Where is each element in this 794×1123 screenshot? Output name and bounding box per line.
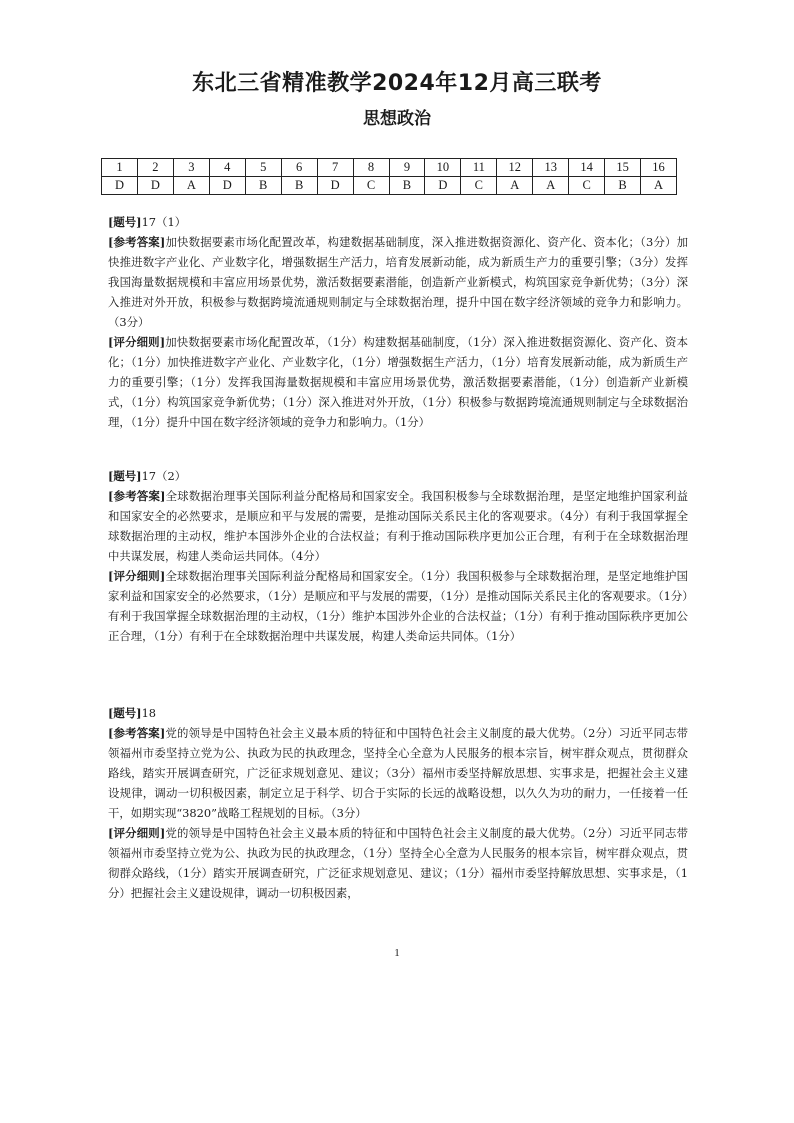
answer-cell: D xyxy=(209,177,245,195)
question-number-cell: 7 xyxy=(317,159,353,177)
question-number-cell: 8 xyxy=(353,159,389,177)
answer-cell: D xyxy=(102,177,138,195)
page-title: 东北三省精准教学2024年12月高三联考 xyxy=(192,71,602,96)
question-number-cell: 16 xyxy=(641,159,677,177)
page-number: 1 xyxy=(394,947,400,959)
answer-cell: C xyxy=(461,177,497,195)
question-number-cell: 3 xyxy=(173,159,209,177)
answer-cell: A xyxy=(497,177,533,195)
question-number-cell: 10 xyxy=(425,159,461,177)
question-label xyxy=(108,703,688,723)
question-label-tag: [题号] xyxy=(108,706,142,720)
question-18-section xyxy=(108,703,688,903)
scoring-rules-text: 加快数据要素市场化配置改革，（1分）构建数据基础制度，（1分）深入推进数据资源化、资产化、资本化；（1分）加快推进数字产业化、产业数字化，（1分）增强数据生产活力，（1分）培育发展新动能，成为新质生产力的重要引擎；（1分）发挥我国海量数据规模和丰富应用场景优势，激活数据要素潜能，（1分）创造新产业新模式，（1分）构筑国家竞争新优势；（1分）深入推进对外开放，（1分）积极参与数据跨境流通规则制定与全球数据治理，（1分）提升中国在数字经济领域的竞争力和影响力。（1分） xyxy=(108,335,688,429)
answer-cell: B xyxy=(245,177,281,195)
answer-row xyxy=(102,177,677,195)
reference-answer-tag: [参考答案] xyxy=(108,726,166,740)
question-number-cell: 1 xyxy=(102,159,138,177)
reference-answer-tag: [参考答案] xyxy=(108,235,166,249)
reference-answer-text: 全球数据治理事关国际利益分配格局和国家安全。我国积极参与全球数据治理，是坚定地维护国家利益和国家安全的必然要求，是顺应和平与发展的需要，是推动国际关系民主化的客观要求。（4分）有利于我国掌握全球数据治理的主动权，维护本国涉外企业的合法权益；有利于推动国际秩序更加公正合理，有利于在全球数据治理中共谋发展，构建人类命运共同体。（4分） xyxy=(108,489,688,563)
reference-answer xyxy=(108,486,688,566)
scoring-rules-tag: [评分细则] xyxy=(108,335,166,349)
question-number: 17（1） xyxy=(141,215,187,229)
question-17-1-section xyxy=(108,212,688,432)
question-number-row xyxy=(102,159,677,177)
scoring-rules xyxy=(108,332,688,432)
question-number-cell: 4 xyxy=(209,159,245,177)
answer-cell: A xyxy=(533,177,569,195)
answer-cell: C xyxy=(569,177,605,195)
reference-answer xyxy=(108,723,688,823)
scoring-rules-tag: [评分细则] xyxy=(108,569,166,583)
answer-cell: A xyxy=(173,177,209,195)
answer-cell: B xyxy=(605,177,641,195)
subject-title: 思想政治 xyxy=(363,109,431,129)
question-number-cell: 15 xyxy=(605,159,641,177)
question-label-tag: [题号] xyxy=(108,215,142,229)
scoring-rules-text: 党的领导是中国特色社会主义最本质的特征和中国特色社会主义制度的最大优势。（2分）习近平同志带领福州市委坚持立党为公、执政为民的执政理念，（1分）坚持全心全意为人民服务的根本宗旨，树牢群众观点，贯彻群众路线，（1分）踏实开展调查研究，广泛征求规划意见、建议；（1分）福州市委坚持解放思想、实事求是，（1分）把握社会主义建设规律，调动一切积极因素， xyxy=(108,826,688,900)
answer-key-table xyxy=(101,158,677,195)
question-number-cell: 13 xyxy=(533,159,569,177)
question-17-2-section xyxy=(108,466,688,646)
question-number: 18 xyxy=(141,706,157,720)
question-number-cell: 14 xyxy=(569,159,605,177)
scoring-rules xyxy=(108,823,688,903)
question-number-cell: 6 xyxy=(281,159,317,177)
question-number-cell: 12 xyxy=(497,159,533,177)
scoring-rules-tag: [评分细则] xyxy=(108,826,166,840)
scoring-rules-text: 全球数据治理事关国际利益分配格局和国家安全。（1分）我国积极参与全球数据治理，是坚定地维护国家利益和国家安全的必然要求，（1分）是顺应和平与发展的需要，（1分）是推动国际关系民主化的客观要求。（1分）有利于我国掌握全球数据治理的主动权，（1分）维护本国涉外企业的合法权益；（1分）有利于推动国际秩序更加公正合理，（1分）有利于在全球数据治理中共谋发展，构建人类命运共同体。（1分） xyxy=(108,569,688,643)
reference-answer-text: 加快数据要素市场化配置改革，构建数据基础制度，深入推进数据资源化、资产化、资本化；（3分）加快推进数字产业化、产业数字化，增强数据生产活力，培育发展新动能，成为新质生产力的重要引擎；（3分）发挥我国海量数据规模和丰富应用场景优势，激活数据要素潜能，创造新产业新模式，构筑国家竞争新优势；（3分）深入推进对外开放，积极参与数据跨境流通规则制定与全球数据治理，提升中国在数字经济领域的竞争力和影响力。（3分） xyxy=(108,235,688,329)
question-label xyxy=(108,212,688,232)
answer-cell: B xyxy=(281,177,317,195)
question-number-cell: 2 xyxy=(137,159,173,177)
reference-answer-text: 党的领导是中国特色社会主义最本质的特征和中国特色社会主义制度的最大优势。（2分）习近平同志带领福州市委坚持立党为公、执政为民的执政理念，坚持全心全意为人民服务的根本宗旨，树牢群众观点，贯彻群众路线，踏实开展调查研究，广泛征求规划意见、建议；（3分）福州市委坚持解放思想、实事求是，把握社会主义建设规律，调动一切积极因素，制定立足于科学、切合于实际的长远的战略设想，以久久为功的耐力，一任接着一任干，如期实现“3820”战略工程规划的目标。（3分） xyxy=(108,726,688,820)
question-number-cell: 11 xyxy=(461,159,497,177)
question-label xyxy=(108,466,688,486)
question-label-tag: [题号] xyxy=(108,469,142,483)
scoring-rules xyxy=(108,566,688,646)
answer-cell: D xyxy=(137,177,173,195)
question-number: 17（2） xyxy=(141,469,187,483)
answer-cell: A xyxy=(641,177,677,195)
reference-answer-tag: [参考答案] xyxy=(108,489,166,503)
question-number-cell: 9 xyxy=(389,159,425,177)
answer-cell: D xyxy=(425,177,461,195)
answer-cell: C xyxy=(353,177,389,195)
answer-cell: D xyxy=(317,177,353,195)
answer-cell: B xyxy=(389,177,425,195)
question-number-cell: 5 xyxy=(245,159,281,177)
reference-answer xyxy=(108,232,688,332)
